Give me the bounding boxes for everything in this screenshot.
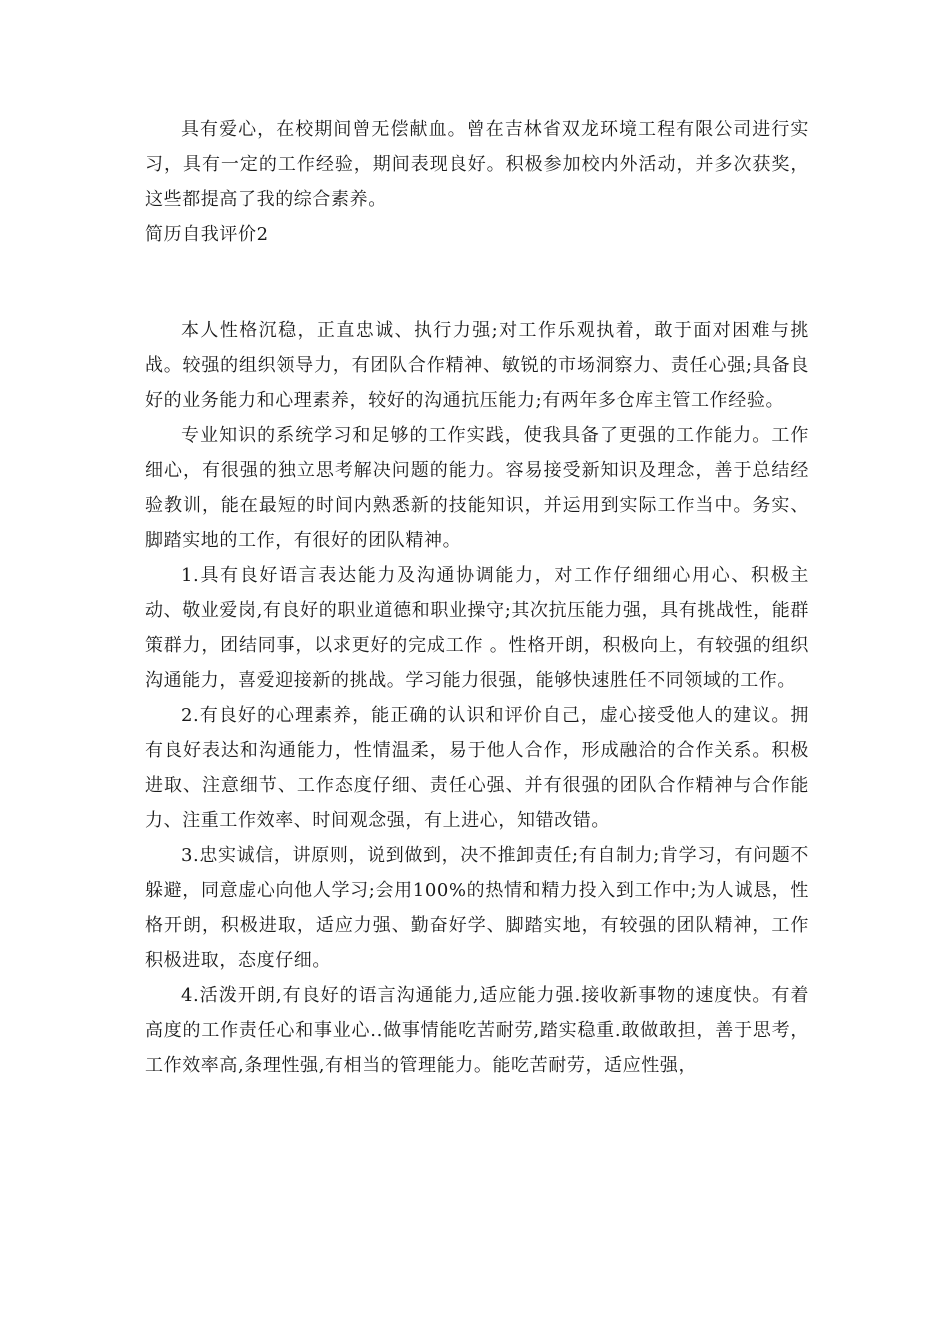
list-item-2: 2.有良好的心理素养，能正确的认识和评价自己，虚心接受他人的建议。拥有良好表达和沟通能力，性情温柔，易于他人合作，形成融洽的合作关系。积极进取、注意细节、工作态度仔细、责任心强、并有很强的团队合作精神与合作能力、注重工作效率、时间观念强，有上进心，知错改错。 (145, 705, 809, 831)
section-heading: 简历自我评价2 (145, 224, 269, 245)
section-paragraph-1: 本人性格沉稳，正直忠诚、执行力强;对工作乐观执着，敢于面对困难与挑战。较强的组织领导力，有团队合作精神、敏锐的市场洞察力、责任心强;具备良好的业务能力和心理素养，较好的沟通抗压能力;有两年多仓库主管工作经验。 (145, 320, 809, 411)
section-gap (145, 252, 809, 313)
list-item-3: 3.忠实诚信，讲原则，说到做到，决不推卸责任;有自制力;肯学习，有问题不躲避，同意虚心向他人学习;会用100%的热情和精力投入到工作中;为人诚恳，性格开朗，积极进取，适应力强、勤奋好学、脚踏实地，有较强的团队精神，工作积极进取，态度仔细。 (145, 845, 809, 971)
document-page (145, 112, 809, 1083)
section-paragraph-2: 专业知识的系统学习和足够的工作实践，使我具备了更强的工作能力。工作细心，有很强的独立思考解决问题的能力。容易接受新知识及理念，善于总结经验教训，能在最短的时间内熟悉新的技能知识，并运用到实际工作当中。务实、脚踏实地的工作，有很好的团队精神。 (145, 425, 809, 551)
intro-paragraph: 具有爱心，在校期间曾无偿献血。曾在吉林省双龙环境工程有限公司进行实习，具有一定的工作经验，期间表现良好。积极参加校内外活动，并多次获奖，这些都提高了我的综合素养。 (145, 119, 809, 210)
list-item-1: 1.具有良好语言表达能力及沟通协调能力，对工作仔细细心用心、积极主动、敬业爱岗,有良好的职业道德和职业操守;其次抗压能力强，具有挑战性，能群策群力，团结同事，以求更好的完成工作 。性格开朗，积极向上，有较强的组织沟通能力，喜爱迎接新的挑战。学习能力很强，能够快速胜任不同领域的工作。 (145, 565, 809, 691)
list-item-4: 4.活泼开朗,有良好的语言沟通能力,适应能力强.接收新事物的速度快。有着高度的工作责任心和事业心..做事情能吃苦耐劳,踏实稳重.敢做敢担，善于思考，工作效率高,条理性强,有相当的管理能力。能吃苦耐劳，适应性强， (145, 985, 809, 1076)
